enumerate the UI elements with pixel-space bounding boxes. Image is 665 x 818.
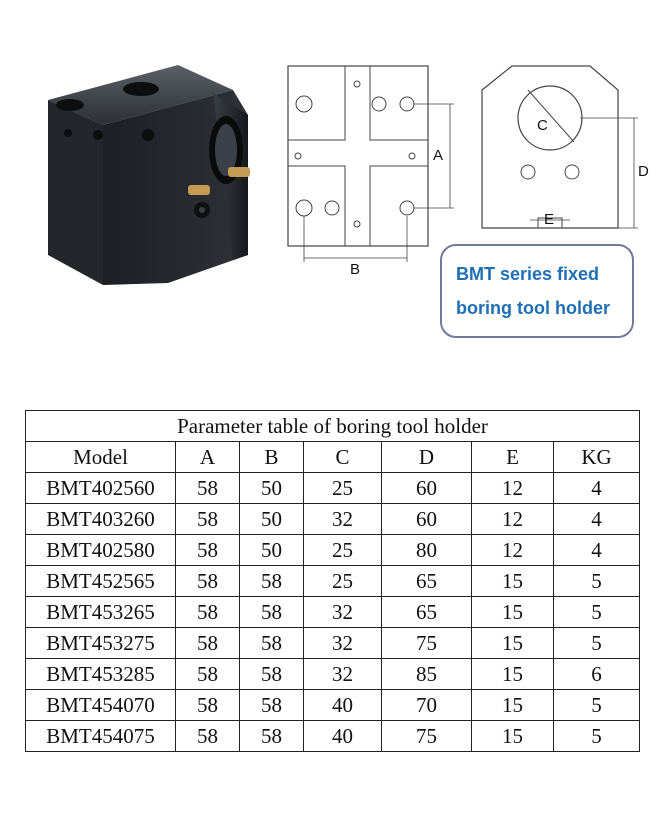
cell-model: BMT453265 (26, 597, 176, 628)
table-row (26, 566, 640, 597)
cell-kg: 6 (554, 659, 640, 690)
cell-c: 25 (304, 473, 382, 504)
header-kg: KG (554, 442, 640, 473)
cell-e: 15 (472, 566, 554, 597)
table-row (26, 659, 640, 690)
parameter-table-wrap (25, 410, 639, 752)
dim-e-label: E (544, 211, 555, 228)
cell-e: 15 (472, 690, 554, 721)
cell-e: 12 (472, 504, 554, 535)
cell-kg: 4 (554, 535, 640, 566)
cell-c: 32 (304, 628, 382, 659)
dim-d-label: D (638, 163, 649, 180)
cell-a: 58 (176, 473, 240, 504)
header-d: D (382, 442, 472, 473)
header-model: Model (26, 442, 176, 473)
table-row (26, 535, 640, 566)
table-row (26, 597, 640, 628)
table-row (26, 721, 640, 752)
cell-e: 15 (472, 721, 554, 752)
cell-d: 85 (382, 659, 472, 690)
cell-kg: 5 (554, 628, 640, 659)
cell-b: 50 (240, 535, 304, 566)
cell-model: BMT402560 (26, 473, 176, 504)
cell-b: 58 (240, 566, 304, 597)
cell-b: 50 (240, 504, 304, 535)
cell-c: 40 (304, 721, 382, 752)
cell-c: 32 (304, 597, 382, 628)
cell-c: 25 (304, 566, 382, 597)
cell-d: 75 (382, 721, 472, 752)
cell-model: BMT403260 (26, 504, 176, 535)
cell-kg: 5 (554, 566, 640, 597)
caption-line-2: boring tool holder (456, 298, 610, 318)
cell-c: 32 (304, 659, 382, 690)
table-row (26, 690, 640, 721)
dim-b-label: B (350, 261, 361, 278)
cell-model: BMT453275 (26, 628, 176, 659)
cell-kg: 5 (554, 721, 640, 752)
cell-b: 58 (240, 659, 304, 690)
cell-a: 58 (176, 597, 240, 628)
cell-a: 58 (176, 628, 240, 659)
cell-model: BMT454075 (26, 721, 176, 752)
table-row (26, 504, 640, 535)
cell-kg: 5 (554, 597, 640, 628)
header-c: C (304, 442, 382, 473)
dim-c-label: C (537, 117, 548, 134)
header-a: A (176, 442, 240, 473)
cell-model: BMT452565 (26, 566, 176, 597)
cell-e: 15 (472, 628, 554, 659)
cell-e: 12 (472, 473, 554, 504)
cell-model: BMT454070 (26, 690, 176, 721)
table-body (26, 473, 640, 752)
cell-a: 58 (176, 659, 240, 690)
header-b: B (240, 442, 304, 473)
cell-d: 65 (382, 597, 472, 628)
figure-area (0, 0, 665, 390)
cell-d: 70 (382, 690, 472, 721)
cell-d: 75 (382, 628, 472, 659)
cell-e: 12 (472, 535, 554, 566)
cell-c: 25 (304, 535, 382, 566)
header-e: E (472, 442, 554, 473)
cell-c: 40 (304, 690, 382, 721)
cell-a: 58 (176, 535, 240, 566)
cell-d: 80 (382, 535, 472, 566)
cell-b: 58 (240, 597, 304, 628)
cell-e: 15 (472, 659, 554, 690)
cell-c: 32 (304, 504, 382, 535)
cell-model: BMT453285 (26, 659, 176, 690)
side-view-drawing (470, 60, 660, 240)
cell-a: 58 (176, 690, 240, 721)
cell-b: 58 (240, 721, 304, 752)
cell-b: 58 (240, 628, 304, 659)
parameter-table (25, 410, 640, 752)
cell-kg: 5 (554, 690, 640, 721)
cell-d: 65 (382, 566, 472, 597)
cell-a: 58 (176, 504, 240, 535)
cell-d: 60 (382, 504, 472, 535)
cell-b: 58 (240, 690, 304, 721)
table-row (26, 473, 640, 504)
cell-model: BMT402580 (26, 535, 176, 566)
caption-line-1: BMT series fixed (456, 264, 600, 284)
table-header-row (26, 442, 640, 473)
dim-a-label: A (433, 147, 444, 164)
product-photo (28, 55, 273, 295)
cell-a: 58 (176, 721, 240, 752)
cell-b: 50 (240, 473, 304, 504)
caption-box (440, 244, 634, 338)
front-view-drawing (282, 60, 462, 280)
cell-a: 58 (176, 566, 240, 597)
table-title: Parameter table of boring tool holder (25, 410, 640, 441)
cell-e: 15 (472, 597, 554, 628)
table-row (26, 628, 640, 659)
cell-kg: 4 (554, 473, 640, 504)
cell-kg: 4 (554, 504, 640, 535)
cell-d: 60 (382, 473, 472, 504)
